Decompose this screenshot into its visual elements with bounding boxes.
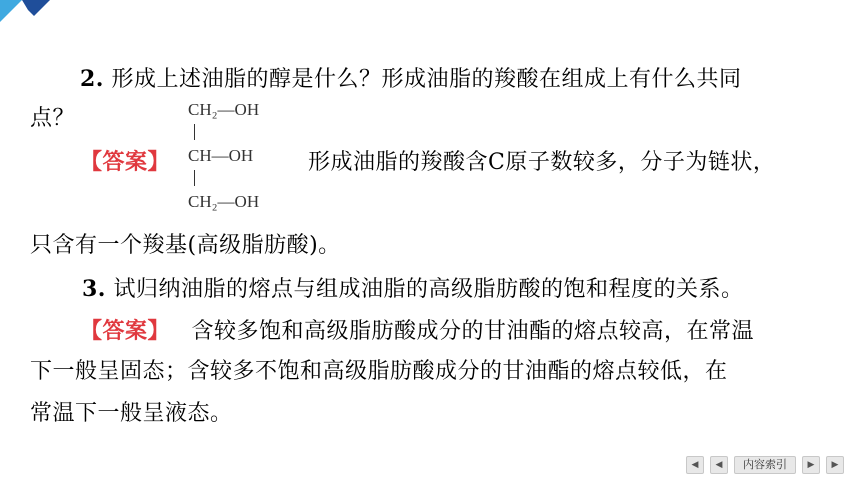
q2-answer-tag bbox=[80, 149, 170, 176]
q2-number: 2. bbox=[80, 66, 104, 92]
q2-line1 bbox=[80, 66, 741, 93]
first-page-button[interactable]: ◀ bbox=[686, 456, 704, 474]
prev-page-button[interactable]: ◀ bbox=[710, 456, 728, 474]
formula-bond-1 bbox=[194, 124, 195, 140]
answer-label: 【答案】 bbox=[80, 149, 171, 175]
q2-text-line2: 点？ bbox=[30, 106, 76, 131]
q3-answer-row1 bbox=[80, 318, 754, 345]
next-page-button[interactable]: ▶ bbox=[802, 456, 820, 474]
q3-number: 3. bbox=[82, 276, 106, 302]
answer-label: 【答案】 bbox=[80, 318, 171, 344]
q2-answer-line1: 形成油脂的羧酸含C原子数较多，分子为链状， bbox=[308, 150, 776, 175]
q3-answer-line2: 下一般呈固态；含较多不饱和高级脂肪酸成分的甘油酯的熔点较低，在 bbox=[30, 359, 728, 384]
slide-navigation bbox=[686, 456, 844, 474]
corner-decoration bbox=[0, 0, 60, 24]
q3-text-line1: 试归纳油脂的熔点与组成油脂的高级脂肪酸的饱和程度的关系。 bbox=[113, 277, 744, 302]
q3-answer-line3: 常温下一般呈液态。 bbox=[30, 401, 233, 426]
formula-middle: CH—OH bbox=[188, 146, 254, 165]
q3-answer-line1: 含较多饱和高级脂肪酸成分的甘油酯的熔点较高，在常温 bbox=[191, 319, 755, 344]
q2-answer-line2: 只含有一个羧基(高级脂肪酸)。 bbox=[30, 233, 341, 258]
q2-text-line1: 形成上述油脂的醇是什么？形成油脂的羧酸在组成上有什么共同 bbox=[111, 67, 742, 92]
formula-bond-2 bbox=[194, 170, 195, 186]
glycerol-structural-formula bbox=[188, 100, 298, 218]
formula-bottom: CH₂—OH bbox=[188, 192, 260, 211]
q3-line1 bbox=[82, 276, 743, 303]
content-index-button[interactable]: 内容索引 bbox=[734, 456, 796, 474]
formula-top: CH₂—OH bbox=[188, 100, 260, 119]
last-page-button[interactable]: ▶ bbox=[826, 456, 844, 474]
